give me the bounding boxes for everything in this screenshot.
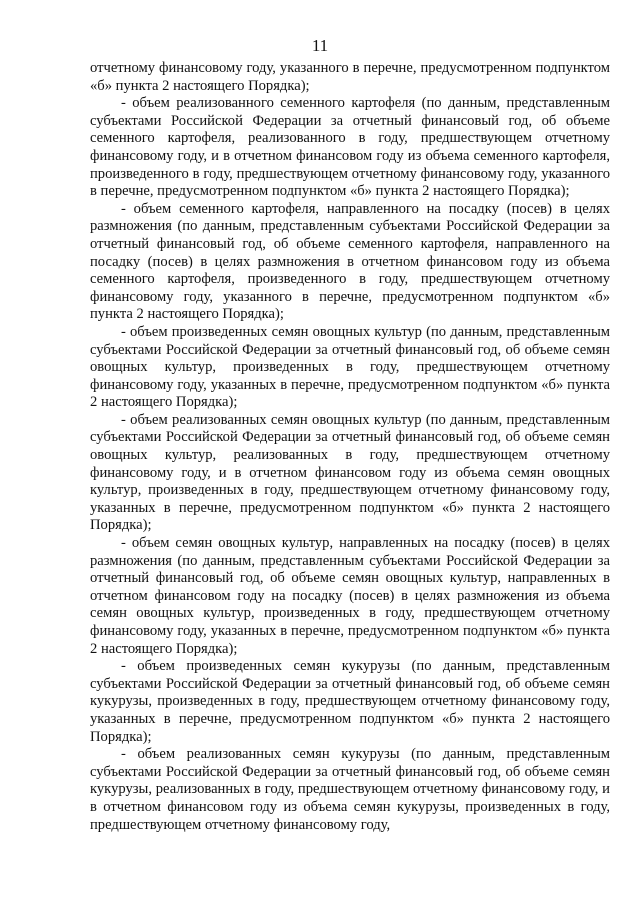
paragraph-list-item: - объем реализованного семенного картофеля (по данным, представленным субъектами Российской Федерации за отчетный финансовый год, об объеме семенного картофеля, реализованного в году, предшествующем отчетному финансовому году, и в отчетном финансовом году из объема семенного картофеля, произведенного в году, предшествующем отчетному финансовому году, указанного в перечне, предусмотренном подпунктом «б» пункта 2 настоящего Порядка);: [90, 95, 610, 200]
paragraph-list-item: - объем произведенных семян кукурузы (по данным, представленным субъектами Российской Федерации за отчетный финансовый год, об объеме семян кукурузы, произведенных в году, предшествующем отчетному финансовому году, указанных в перечне, предусмотренном подпунктом «б» пункта 2 настоящего Порядка);: [90, 658, 610, 745]
paragraph-list-item: - объем семенного картофеля, направленного на посадку (посев) в целях размножения (по данным, представленным субъектами Российской Федерации за отчетный финансовый год, об объеме семенного картофеля, направленного на посадку (посев) в целях размножения в отчетном финансовом году из объема семенного картофеля, произведенного в году, предшествующем отчетному финансовому году, указанного в перечне, предусмотренном подпунктом «б» пункта 2 настоящего Порядка);: [90, 200, 610, 323]
page-number: 11: [311, 36, 329, 55]
paragraph-list-item: - объем произведенных семян овощных культур (по данным, представленным субъектами Российской Федерации за отчетный финансовый год, об объеме семян овощных культур, произведенных в году, предшествующем отчетному финансовому году, указанных в перечне, предусмотренном подпунктом «б» пункта 2 настоящего Порядка);: [90, 323, 610, 411]
paragraph-list-item: - объем реализованных семян овощных культур (по данным, представленным субъектами Российской Федерации за отчетный финансовый год, об объеме семян овощных культур, реализованных в году, предшествующем отчетному финансовому году, и в отчетном финансовом году из объема семян овощных культур, произведенных в году, предшествующем отчетному финансовому году, указанных в перечне, предусмотренном подпунктом «б» пункта 2 настоящего Порядка);: [90, 411, 610, 534]
paragraph-continued: отчетному финансовому году, указанного в перечне, предусмотренном подпунктом «б» пункта 2 настоящего Порядка);: [90, 60, 610, 94]
paragraph-list-item: - объем семян овощных культур, направленных на посадку (посев) в целях размножения (по данным, представленным субъектами Российской Федерации за отчетный финансовый год, об объеме семян овощных культур, направленных в отчетном финансовом году на посадку (посев) в целях размножения из объема семян овощных культур, произведенных в году, предшествующем отчетному финансовому году, указанных в перечне, предусмотренном подпунктом «б» пункта 2 настоящего Порядка);: [90, 535, 610, 657]
paragraph-list-item: - объем реализованных семян кукурузы (по данным, представленным субъектами Российской Федерации за отчетный финансовый год, об объеме семян кукурузы, реализованных в году, предшествующем отчетному финансовому году, и в отчетном финансовом году из объема семян кукурузы, произведенных в году, предшествующем отчетному финансовому году,: [90, 746, 610, 833]
body-text: [90, 60, 610, 834]
